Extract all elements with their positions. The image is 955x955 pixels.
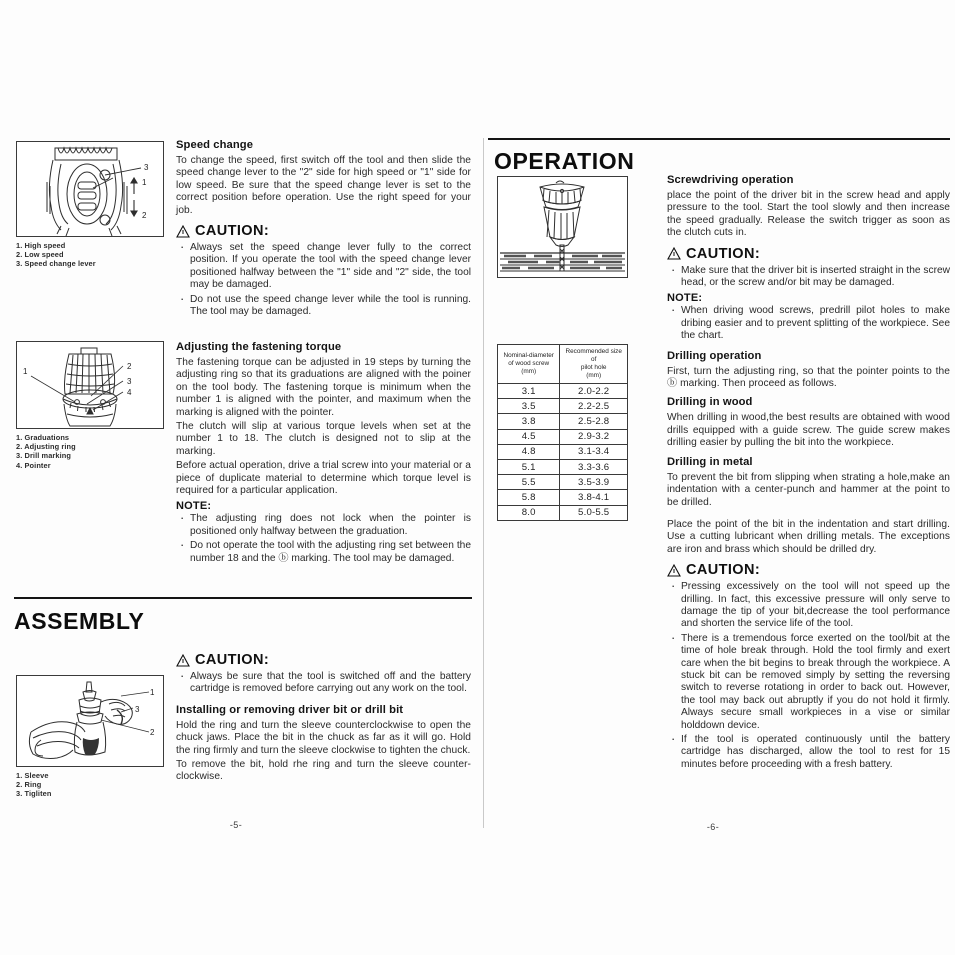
- caution-heading-screwdriving: [667, 245, 950, 263]
- caution-label: CAUTION:: [686, 245, 761, 262]
- cell-pilot-hole: 2.2-2.5: [560, 399, 628, 414]
- right-column-text: [667, 173, 950, 773]
- table-row: [498, 429, 628, 444]
- caution-heading-speed-change: [176, 222, 471, 240]
- figure-drilling-wood-box: [497, 176, 628, 278]
- figure-adjusting-ring-box: [16, 341, 164, 429]
- caption-line: 3. Drill marking: [16, 451, 71, 461]
- table-head: [498, 345, 628, 384]
- note-item: · The adjusting ring does not lock when the pointer is positioned only halfway between the graduation.: [176, 513, 471, 538]
- cell-pilot-hole: 3.1-3.4: [560, 444, 628, 459]
- caution-label: CAUTION:: [195, 652, 270, 668]
- cell-screw-diameter: 4.8: [498, 444, 560, 459]
- svg-text:2: 2: [142, 211, 147, 220]
- fastening-torque-body-2: The clutch will slip at various torque levels when set at the number 1 to 18. The clutch is designed not to slip at the marking.: [176, 421, 471, 457]
- figure-chuck-sleeve-box: [16, 675, 164, 767]
- svg-text:2: 2: [150, 728, 155, 737]
- section-drilling-wood: [667, 395, 950, 449]
- fastening-torque-body-1: The fastening torque can be adjusted in 19 steps by turning the adjusting ring so that its graduations are aligned with the poiner on the tool body. The fastening torque is minimum when the number 1 is aligned with the pointer, and maximum when the marking is aligned with the pointer.: [176, 357, 471, 418]
- caption-line: 1. High speed: [16, 241, 66, 250]
- cell-screw-diameter: 3.1: [498, 384, 560, 399]
- header-line: (mm): [521, 368, 537, 375]
- cell-pilot-hole: 2.9-3.2: [560, 429, 628, 444]
- caption-line: 2. Ring: [16, 780, 42, 790]
- screwdriving-note-list: [667, 305, 950, 342]
- table-row: [498, 399, 628, 414]
- table-row: [498, 505, 628, 520]
- table-row: [498, 490, 628, 505]
- warning-triangle-icon: [667, 247, 681, 260]
- caution-item: · Always be sure that the tool is switched off and the battery cartridge is removed before carrying out any work on the tool.: [176, 671, 471, 696]
- svg-text:1: 1: [23, 367, 28, 376]
- cell-pilot-hole: 5.0-5.5: [560, 505, 628, 520]
- caption-line: 3. Speed change lever: [16, 259, 96, 269]
- cell-screw-diameter: 5.5: [498, 475, 560, 490]
- cell-pilot-hole: 3.5-3.9: [560, 475, 628, 490]
- drilling-operation-heading: Drilling operation: [667, 349, 762, 362]
- figure-adjusting-ring: [16, 341, 164, 470]
- operation-divider-rule: [488, 138, 950, 140]
- note-item: · When driving wood screws, predrill pilot holes to make dribing easier and to prevent splitting of the workpiece. See the chart.: [667, 305, 950, 342]
- installing-bit-body-1: Hold the ring and turn the sleeve counterclockwise to open the chuck jaws. Place the bit in the chuck as far as it will go. Hold the ring firmly and turn the sleeve clockwise to tighten the chuck.: [176, 719, 471, 756]
- section-screwdriving: [667, 173, 950, 343]
- cell-screw-diameter: 3.5: [498, 399, 560, 414]
- caption-line: 1. Graduations: [16, 433, 70, 442]
- section-drilling-operation: [667, 349, 950, 391]
- section-drilling-metal: [667, 455, 950, 772]
- svg-text:2: 2: [127, 362, 132, 371]
- speed-change-body: To change the speed, first switch off the tool and then slide the speed change lever to the "2" side for high speed or "1" side for low speed. Be sure that the speed change lever is set to the correct position before operation. Use the right speed for your job.: [176, 155, 471, 216]
- header-line: pilot hole: [580, 364, 607, 371]
- svg-text:3: 3: [127, 377, 132, 386]
- cell-pilot-hole: 3.8-4.1: [560, 490, 628, 505]
- operation-banner-group: [488, 138, 950, 174]
- svg-text:4: 4: [127, 388, 132, 397]
- installing-bit-heading: Installing or removing driver bit or drill bit: [176, 703, 404, 716]
- caution-item: · Always set the speed change lever fully to the correct position. If you operate the tool with the speed change lever positioned halfway between the "1" side and "2" side, the tool may be damaged.: [176, 242, 471, 292]
- caption-line: 3. Tigliten: [16, 789, 52, 799]
- screw-pilot-hole-table: [497, 344, 628, 521]
- cell-screw-diameter: 3.8: [498, 414, 560, 429]
- figure-speed-change: [16, 141, 164, 269]
- drill-chuck-adjusting-ring-drawing: [17, 342, 163, 428]
- figure-speed-change-box: [16, 141, 164, 237]
- svg-text:3: 3: [144, 163, 149, 172]
- screwdriving-caution-list: [667, 265, 950, 290]
- speed-change-heading: Speed change: [176, 139, 254, 151]
- table-row: [498, 475, 628, 490]
- svg-text:3: 3: [135, 705, 140, 714]
- svg-text:1: 1: [150, 688, 155, 697]
- cell-pilot-hole: 3.3-3.6: [560, 459, 628, 474]
- figure-drilling-wood: [497, 176, 628, 278]
- note-item: · Do not operate the tool with the adjusting ring set between the number 18 and the ⓑ marking. The tool may be damaged.: [176, 540, 471, 565]
- fastening-torque-note-list: [176, 513, 471, 565]
- screwdriving-heading: Screwdriving operation: [667, 174, 794, 186]
- warning-triangle-icon: [176, 225, 190, 238]
- header-line: (mm): [586, 372, 602, 379]
- screw-pilot-hole-table-wrapper: [497, 344, 628, 521]
- caution-label: CAUTION:: [686, 562, 761, 579]
- fastening-torque-body-3: Before actual operation, drive a trial screw into your material or a piece of duplicate material to determine which torque level is required for a particular application.: [176, 460, 472, 497]
- section-assembly-text: [176, 648, 471, 789]
- right-page-number: -6-: [706, 822, 720, 832]
- table-header-cell-pilot-hole: [560, 345, 628, 384]
- warning-triangle-icon: [176, 654, 190, 667]
- drilling-metal-body-2: Place the point of the bit in the indentation and start drilling. Use a cutting lubricant when drilling metals. The exceptions are iron and brass which should be drilled dry.: [667, 518, 950, 555]
- caption-line: 4. Pointer: [16, 460, 51, 470]
- header-line: of wood screw: [508, 360, 550, 367]
- cell-screw-diameter: 5.1: [498, 459, 560, 474]
- drilling-operation-body: First, turn the adjusting ring, so that the pointer points to the ⓑ marking. Then proceed as follows.: [667, 365, 950, 390]
- cell-pilot-hole: 2.5-2.8: [560, 414, 628, 429]
- hands-tightening-chuck-drawing: [17, 676, 163, 766]
- table-row: [498, 459, 628, 474]
- caution-item: · Make sure that the driver bit is inserted straight in the screw head, or the screw and/or bit may be damaged.: [667, 265, 950, 290]
- header-line: Recommended size of: [565, 348, 622, 363]
- section-speed-change: [176, 138, 471, 320]
- drilling-metal-body-1: To prevent the bit from slipping when strating a hole,make an indentation with a center-punch and hammer at the point to be drilled.: [667, 471, 950, 508]
- table-header-cell-nominal-diameter: [498, 345, 560, 384]
- drill-speed-lever-drawing: [17, 142, 163, 236]
- assembly-banner-title: ASSEMBLY: [14, 608, 145, 635]
- cell-screw-diameter: 8.0: [498, 505, 560, 520]
- drilling-wood-heading: Drilling in wood: [667, 396, 753, 409]
- table-row: [498, 384, 628, 399]
- drilling-metal-caution-list: [667, 581, 950, 771]
- assembly-divider-rule: [14, 597, 472, 599]
- cell-screw-diameter: 5.8: [498, 490, 560, 505]
- drilling-metal-heading: Drilling in metal: [667, 455, 753, 468]
- note-label-screwdriving: NOTE:: [667, 292, 703, 305]
- caution-heading-assembly: [176, 651, 471, 669]
- drilling-wood-body: When drilling in wood,the best results are obtained with wood drills equipped with a guide screw. The guide screw makes drilling easier by pulling the bit into the workpiece.: [667, 412, 950, 449]
- operation-banner-title: OPERATION: [494, 148, 635, 175]
- caption-line: 2. Low speed: [16, 250, 64, 260]
- section-fastening-torque: [176, 340, 471, 567]
- cell-pilot-hole: 2.0-2.2: [560, 384, 628, 399]
- speed-change-caution-list: [176, 242, 471, 318]
- table-row: [498, 444, 628, 459]
- caution-label: CAUTION:: [195, 223, 270, 240]
- left-page-number: -5-: [229, 820, 243, 830]
- cell-screw-diameter: 4.5: [498, 429, 560, 444]
- chuck-drilling-into-wood-drawing: [498, 177, 627, 277]
- caption-line: 2. Adjusting ring: [16, 442, 76, 452]
- caution-item: · If the tool is operated continuously until the battery cartridge has discharged, allow the tool to rest for 15 minutes before proceeding with a fresh battery.: [667, 734, 950, 771]
- caution-heading-drilling-metal: [667, 561, 950, 579]
- caption-line: 1. Sleeve: [16, 771, 49, 780]
- screwdriving-body: place the point of the driver bit in the screw head and apply pressure to the tool. Start the tool slowly and then increase the speed gradually. Release the switch trigger as soon as the clutch cuts in.: [667, 190, 950, 239]
- assembly-banner-group: [14, 597, 472, 634]
- table-header-row: [498, 345, 628, 384]
- assembly-caution-list: [176, 671, 471, 696]
- caution-item: · Do not use the speed change lever while the tool is running. The tool may be damaged.: [176, 294, 471, 319]
- table-row: [498, 414, 628, 429]
- figure-adjusting-ring-caption: [16, 433, 164, 470]
- caution-item: · There is a tremendous force exerted on the tool/bit at the time of hole break through. Hold the tool firmly and exert care when the bit begins to break through the workpiece. A stuck bit can be removed simply by setting the reversing switch to reverse rotationg in order to back out. However, the tool may back out abruptly if you do not hold it firmly. Always secure small workpieces in a vise or similar holddown device.: [667, 633, 950, 732]
- note-label-fastening-torque: NOTE:: [176, 500, 212, 513]
- figure-chuck-sleeve-caption: [16, 771, 164, 799]
- figure-speed-change-caption: [16, 241, 164, 269]
- figure-chuck-sleeve: [16, 675, 164, 799]
- installing-bit-body-2: To remove the bit, hold rhe ring and turn the sleeve counter-clockwise.: [176, 759, 471, 783]
- right-page: [483, 0, 955, 955]
- fastening-torque-heading: Adjusting the fastening torque: [176, 341, 342, 353]
- warning-triangle-icon: [667, 564, 681, 577]
- svg-text:1: 1: [142, 178, 147, 187]
- table-body: [498, 384, 628, 521]
- header-line: Nominal-diameter: [503, 352, 554, 359]
- caution-item: · Pressing excessively on the tool will not speed up the drilling. In fact, this excessive pressure will only serve to damage the tip of your bit,decrease the tool performance and shorten the service life of the tool.: [667, 581, 950, 631]
